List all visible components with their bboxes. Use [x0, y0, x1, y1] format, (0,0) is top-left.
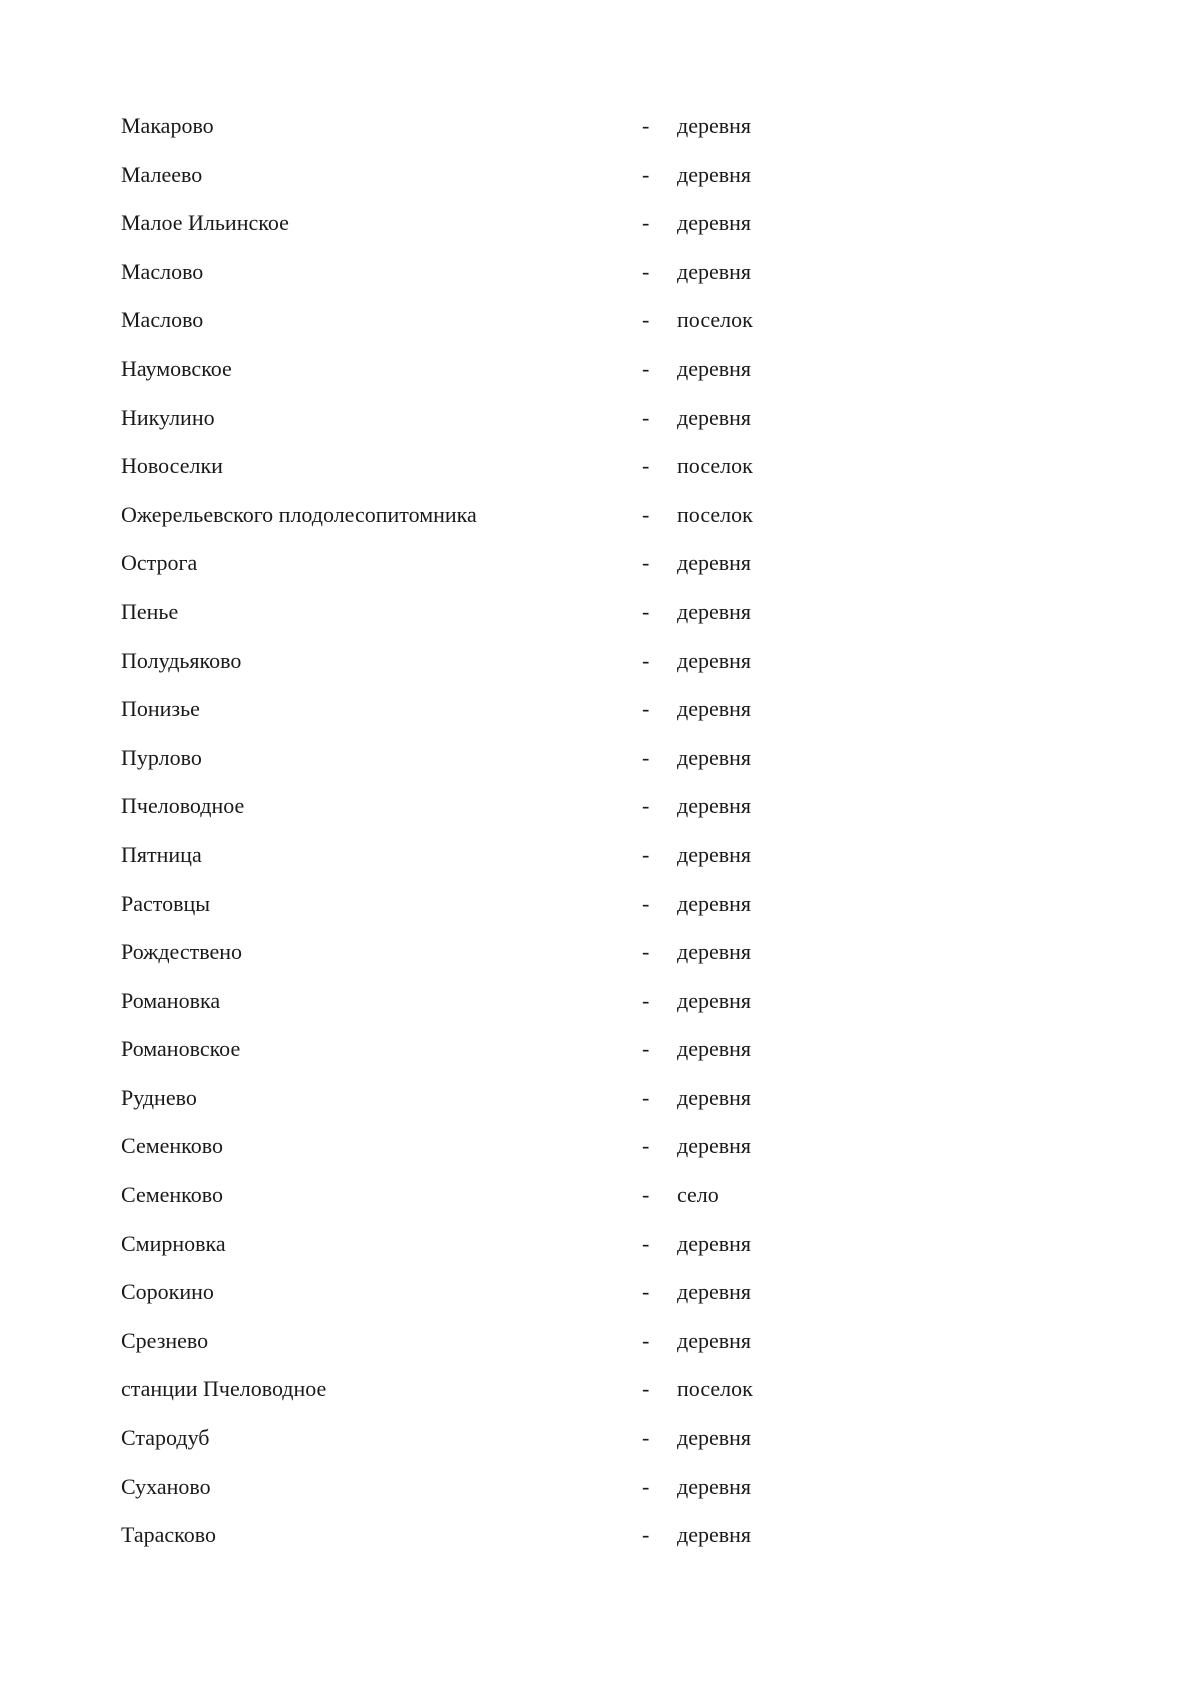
settlement-name: Ожерельевского плодолесопитомника: [121, 501, 477, 527]
settlement-name: Пурлово: [121, 744, 202, 770]
settlement-type: деревня: [677, 1327, 752, 1353]
separator-dash: -: [642, 550, 650, 576]
separator-dash: -: [642, 1425, 650, 1451]
separator-dash: -: [642, 501, 650, 527]
list-item: [0, 1469, 1200, 1518]
settlement-type: деревня: [677, 161, 752, 187]
separator-dash: -: [642, 1279, 650, 1305]
separator-dash: -: [642, 1376, 650, 1402]
list-item: [0, 837, 1200, 886]
settlement-name: Руднево: [121, 1084, 197, 1110]
settlement-name: Маслово: [121, 258, 204, 284]
separator-dash: -: [642, 161, 650, 187]
list-item: [0, 1128, 1200, 1177]
settlement-name: Стародуб: [121, 1425, 210, 1451]
list-item: [0, 1323, 1200, 1372]
settlement-type: деревня: [677, 841, 752, 867]
separator-dash: -: [642, 841, 650, 867]
settlement-type: поселок: [677, 501, 753, 527]
list-item: [0, 1371, 1200, 1420]
settlement-type: деревня: [677, 210, 752, 236]
settlement-type: деревня: [677, 987, 752, 1013]
settlement-name: Малеево: [121, 161, 203, 187]
separator-dash: -: [642, 113, 650, 138]
settlement-name: Малое Ильинское: [121, 210, 289, 236]
settlement-type: деревня: [677, 1036, 752, 1062]
settlement-name: Маслово: [121, 307, 204, 333]
list-item: [0, 1517, 1200, 1566]
settlement-name: Новоселки: [121, 453, 223, 479]
separator-dash: -: [642, 696, 650, 722]
settlement-type: поселок: [677, 1376, 753, 1402]
list-item: [0, 351, 1200, 400]
settlement-name: Пенье: [121, 598, 179, 624]
separator-dash: -: [642, 987, 650, 1013]
separator-dash: -: [642, 647, 650, 673]
settlement-type: деревня: [677, 1084, 752, 1110]
settlement-type: поселок: [677, 453, 753, 479]
separator-dash: -: [642, 355, 650, 381]
settlement-type: деревня: [677, 113, 752, 138]
settlement-type: деревня: [677, 1133, 752, 1159]
settlement-name: Рождествено: [121, 939, 243, 965]
list-item: [0, 157, 1200, 206]
settlement-name: Полудьяково: [121, 647, 242, 673]
settlement-name: Пятница: [121, 841, 202, 867]
settlement-type: поселок: [677, 307, 753, 333]
settlement-list: [0, 108, 1200, 1566]
settlement-name: Семенково: [121, 1182, 223, 1208]
settlement-type: деревня: [677, 647, 752, 673]
settlement-name: Семенково: [121, 1133, 223, 1159]
separator-dash: -: [642, 793, 650, 819]
settlement-type: деревня: [677, 355, 752, 381]
list-item: [0, 886, 1200, 935]
settlement-name: Тарасково: [121, 1522, 216, 1548]
separator-dash: -: [642, 453, 650, 479]
separator-dash: -: [642, 404, 650, 430]
settlement-name: Суханово: [121, 1473, 211, 1499]
list-item: [0, 1226, 1200, 1275]
separator-dash: -: [642, 939, 650, 965]
settlement-type: деревня: [677, 744, 752, 770]
settlement-name: Срезнево: [121, 1327, 209, 1353]
separator-dash: -: [642, 744, 650, 770]
list-item: [0, 1420, 1200, 1469]
settlement-name: Понизье: [121, 696, 200, 722]
separator-dash: -: [642, 890, 650, 916]
separator-dash: -: [642, 1036, 650, 1062]
list-item: [0, 108, 1200, 157]
separator-dash: -: [642, 1182, 650, 1208]
settlement-type: деревня: [677, 258, 752, 284]
list-item: [0, 497, 1200, 546]
list-item: [0, 254, 1200, 303]
settlement-name: Пчеловодное: [121, 793, 245, 819]
list-item: [0, 1177, 1200, 1226]
list-item: [0, 1080, 1200, 1129]
list-item: [0, 205, 1200, 254]
list-item: [0, 302, 1200, 351]
list-item: [0, 643, 1200, 692]
separator-dash: -: [642, 1230, 650, 1256]
settlement-type: деревня: [677, 793, 752, 819]
separator-dash: -: [642, 1473, 650, 1499]
separator-dash: -: [642, 210, 650, 236]
separator-dash: -: [642, 598, 650, 624]
settlement-type: деревня: [677, 1473, 752, 1499]
separator-dash: -: [642, 307, 650, 333]
settlement-type: деревня: [677, 890, 752, 916]
separator-dash: -: [642, 1327, 650, 1353]
settlement-type: деревня: [677, 1230, 752, 1256]
settlement-name: станции Пчеловодное: [121, 1376, 327, 1402]
separator-dash: -: [642, 1084, 650, 1110]
settlement-type: деревня: [677, 1522, 752, 1548]
list-item: [0, 983, 1200, 1032]
settlement-type: деревня: [677, 550, 752, 576]
list-item: [0, 594, 1200, 643]
list-item: [0, 788, 1200, 837]
settlement-type: село: [677, 1182, 719, 1208]
separator-dash: -: [642, 1133, 650, 1159]
list-item: [0, 448, 1200, 497]
settlement-name: Смирновка: [121, 1230, 226, 1256]
settlement-name: Острога: [121, 550, 198, 576]
settlement-name: Наумовское: [121, 355, 232, 381]
settlement-name: Никулино: [121, 404, 215, 430]
list-item: [0, 934, 1200, 983]
separator-dash: -: [642, 1522, 650, 1548]
list-item: [0, 545, 1200, 594]
settlement-name: Сорокино: [121, 1279, 214, 1305]
list-item: [0, 1274, 1200, 1323]
list-item: [0, 1031, 1200, 1080]
settlement-type: деревня: [677, 1425, 752, 1451]
settlement-type: деревня: [677, 1279, 752, 1305]
settlement-type: деревня: [677, 404, 752, 430]
list-item: [0, 740, 1200, 789]
settlement-name: Романовское: [121, 1036, 241, 1062]
separator-dash: -: [642, 258, 650, 284]
settlement-type: деревня: [677, 696, 752, 722]
settlement-name: Макарово: [121, 113, 214, 138]
settlement-name: Растовцы: [121, 890, 211, 916]
settlement-type: деревня: [677, 598, 752, 624]
settlement-name: Романовка: [121, 987, 221, 1013]
list-item: [0, 400, 1200, 449]
list-item: [0, 691, 1200, 740]
settlement-type: деревня: [677, 939, 752, 965]
